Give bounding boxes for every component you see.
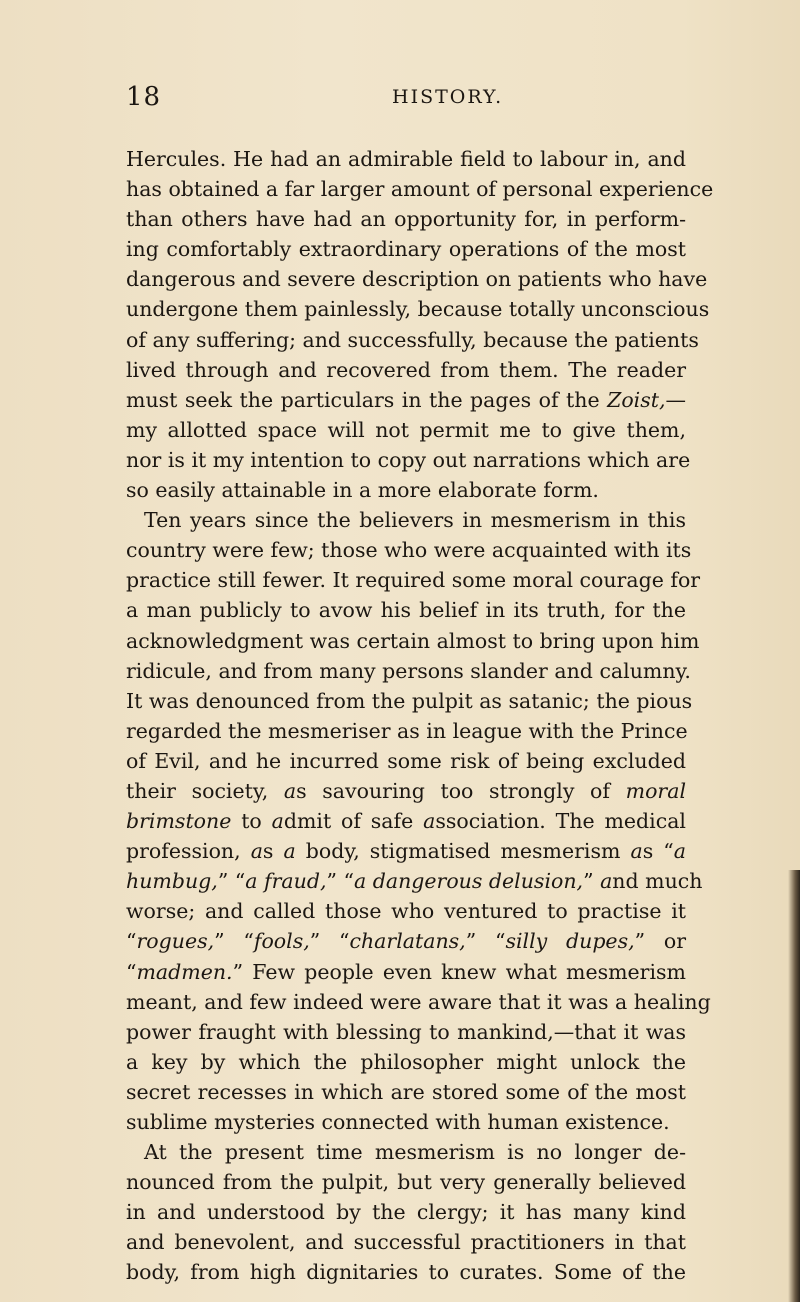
text-line: so easily attainable in a more elaborate form. xyxy=(126,478,599,503)
text-line: humbug,” “a fraud,” “a dangerous delusion,” and much xyxy=(126,869,703,894)
text-line: their society, as savouring too strongly of moral xyxy=(126,778,686,803)
text-line: “rogues,” “fools,” “charlatans,” “silly dupes,” or xyxy=(126,929,687,954)
italic-phrase: brimstone xyxy=(126,809,232,834)
text-line: ridicule, and from many persons slander and calumny. xyxy=(126,658,691,683)
text-line: Ten years since the believers in mesmerism in this xyxy=(144,508,686,533)
text-line: of Evil, and he incurred some risk of being excluded xyxy=(126,748,686,773)
page-edge-shadow xyxy=(788,870,800,1302)
text-line: dangerous and severe description on patients who have xyxy=(126,267,708,292)
text-line: sublime mysteries connected with human existence. xyxy=(126,1110,670,1134)
italic-phrase: a xyxy=(630,839,643,864)
text-line: lived through and recovered from them. The reader xyxy=(126,357,686,382)
text-line: acknowledgment was certain almost to bring upon him xyxy=(126,628,700,653)
italic-phrase: charlatans, xyxy=(349,929,466,954)
text-line: must seek the particulars in the pages of the Zoist,— xyxy=(126,387,686,412)
text-line: power fraught with blessing to mankind,—that it was xyxy=(126,1019,686,1044)
text-line: “madmen.” Few people even knew what mesmerism xyxy=(126,959,686,984)
italic-phrase: a xyxy=(600,869,613,894)
text-line: a key by which the philosopher might unlock the xyxy=(126,1049,686,1074)
italic-phrase: fools, xyxy=(253,929,310,954)
italic-phrase: a xyxy=(271,809,284,834)
text-line: has obtained a far larger amount of personal experience xyxy=(126,177,714,202)
text-line: regarded the mesmeriser as in league with the Prince xyxy=(126,718,688,743)
italic-phrase: moral xyxy=(625,778,686,803)
page-number: 18 xyxy=(126,82,162,112)
text-line: body, from high dignitaries to curates. Some of the xyxy=(126,1260,686,1285)
italic-phrase: a xyxy=(250,839,263,864)
italic-phrase: silly dupes, xyxy=(505,929,635,954)
text-line: profession, as a body, stigmatised mesmerism as “a xyxy=(126,839,686,864)
italic-phrase: a xyxy=(283,839,296,864)
text-line: nounced from the pulpit, but very generally believed xyxy=(126,1170,686,1195)
text-line: nor is it my intention to copy out narrations which are xyxy=(126,447,691,472)
italic-phrase: a xyxy=(283,778,297,803)
text-line: a man publicly to avow his belief in its truth, for the xyxy=(126,598,686,623)
text-line: country were few; those who were acquainted with its xyxy=(126,538,692,563)
text-line: It was denounced from the pulpit as satanic; the pious xyxy=(126,688,693,713)
italic-phrase: a xyxy=(423,809,436,834)
italic-phrase: a dangerous delusion, xyxy=(353,869,584,894)
italic-phrase: a fraud, xyxy=(245,869,327,894)
running-head xyxy=(0,82,800,122)
text-line: undergone them painlessly, because totally unconscious xyxy=(126,297,710,322)
italic-phrase: rogues, xyxy=(136,929,215,954)
text-line: secret recesses in which are stored some of the most xyxy=(126,1079,686,1104)
text-line: worse; and called those who ventured to practise it xyxy=(126,899,686,924)
body-text xyxy=(126,144,714,1288)
text-line: of any suffering; and successfully, because the patients xyxy=(126,327,699,352)
running-title: HISTORY. xyxy=(392,86,504,108)
text-line: ing comfortably extraordinary operations of the most xyxy=(126,237,686,262)
text-line: my allotted space will not permit me to give them, xyxy=(126,417,686,442)
text-line: brimstone to admit of safe association. The medical xyxy=(126,809,686,834)
text-line: meant, and few indeed were aware that it was a healing xyxy=(126,989,711,1014)
italic-phrase: Zoist, xyxy=(607,387,666,412)
text-line: than others have had an opportunity for, in perform- xyxy=(126,207,686,232)
italic-phrase: humbug, xyxy=(126,869,218,894)
text-line: practice still fewer. It required some moral courage for xyxy=(126,568,701,593)
text-line: and benevolent, and successful practitioners in that xyxy=(126,1230,686,1255)
text-line: in and understood by the clergy; it has many kind xyxy=(126,1200,686,1225)
text-line: At the present time mesmerism is no longer de- xyxy=(144,1140,686,1165)
italic-phrase: madmen. xyxy=(136,959,233,984)
italic-phrase: a xyxy=(673,839,686,864)
text-line: Hercules. He had an admirable field to labour in, and xyxy=(126,147,686,171)
